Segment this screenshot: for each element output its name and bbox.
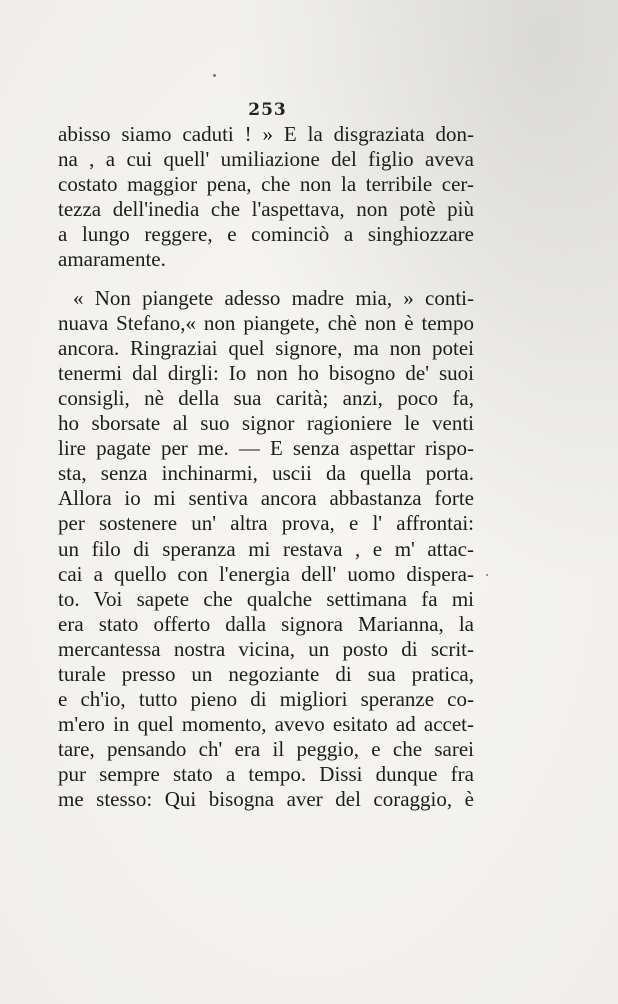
paragraph-gap	[58, 273, 474, 286]
body-text	[58, 122, 474, 813]
text-line: to. Voi sapete che qualche settimana fa mi	[58, 586, 474, 611]
text-line: pur sempre stato a tempo. Dissi dunque fra	[58, 762, 474, 787]
text-line: tenermi dal dirgli: Io non ho bisogno de' suoi	[58, 360, 474, 385]
ink-speck	[213, 74, 216, 77]
text-line: m'ero in quel momento, avevo esitato ad accet-	[58, 712, 474, 737]
text-line: per sostenere un' altra prova, e l' affrontai:	[58, 511, 474, 536]
ink-speck	[486, 574, 488, 576]
text-line: « Non piangete adesso madre mia, » conti-	[73, 285, 474, 310]
text-line: nuava Stefano,« non piangete, chè non è tempo	[58, 310, 474, 335]
text-line: Allora io mi sentiva ancora abbastanza forte	[58, 486, 474, 511]
text-line: abisso siamo caduti ! » E la disgraziata don-	[58, 122, 474, 146]
text-line: turale presso un negoziante di sua pratica,	[58, 661, 474, 686]
text-line: costato maggior pena, che non la terribile cer-	[58, 172, 474, 197]
text-line: a lungo reggere, e cominciò a singhiozzare	[58, 222, 474, 247]
text-line: ancora. Ringraziai quel signore, ma non potei	[58, 335, 474, 360]
page-number: 253	[248, 100, 287, 120]
text-line: tare, pensando ch' era il peggio, e che sarei	[58, 737, 474, 762]
text-line: ho sborsate al suo signor ragioniere le venti	[58, 411, 474, 436]
text-line: e ch'io, tutto pieno di migliori speranze co-	[58, 687, 474, 712]
text-line: consigli, nè della sua carità; anzi, poco fa,	[58, 385, 474, 410]
text-line: mercantessa nostra vicina, un posto di scrit-	[58, 636, 474, 661]
text-line: un filo di speranza mi restava , e m' attac-	[58, 536, 474, 561]
text-line: me stesso: Qui bisogna aver del coraggio, è	[58, 787, 474, 812]
text-line: sta, senza inchinarmi, uscii da quella porta.	[58, 461, 474, 486]
text-line: tezza dell'inedia che l'aspettava, non potè più	[58, 197, 474, 222]
text-line: lire pagate per me. — E senza aspettar rispo-	[58, 436, 474, 461]
text-line: era stato offerto dalla signora Marianna, la	[58, 611, 474, 636]
text-line: cai a quello con l'energia dell' uomo dispera-	[58, 561, 474, 586]
text-line: na , a cui quell' umiliazione del figlio aveva	[58, 147, 474, 172]
text-line: amaramente.	[58, 247, 166, 272]
